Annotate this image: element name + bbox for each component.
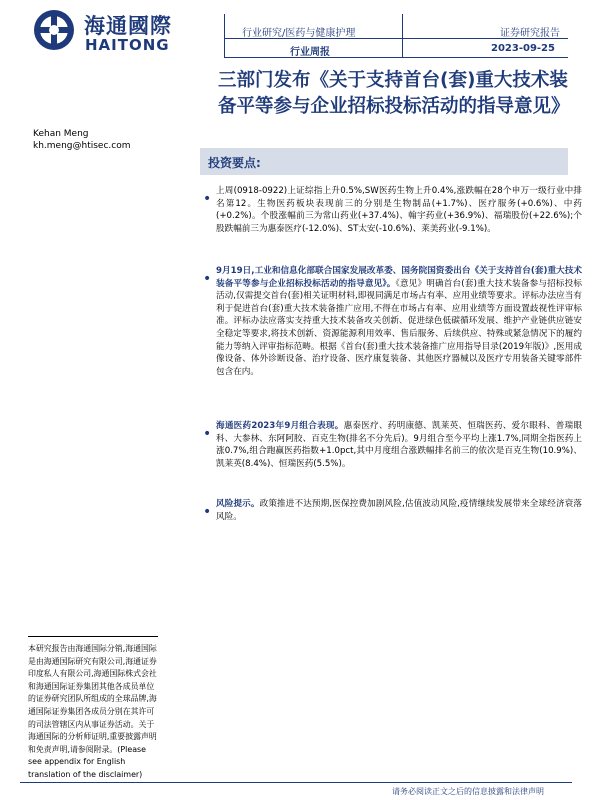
bullet-icon bbox=[203, 423, 213, 433]
paragraph-policy-news bbox=[216, 265, 582, 378]
footer-notice: 请务必阅读正文之后的信息披露和法律声明 bbox=[392, 787, 544, 796]
policy-news-lead: 9月19日,工业和信息化部联合国家发展改革委、国务院国资委出台《关于支持首台(套)重大技术装备平等参与企业招标投标活动的指导意见》。 bbox=[216, 266, 582, 289]
disclaimer-text: 本研究报告由海通国际分销,海通国际是由海通国际研究有限公司,海通证券印度私人有限公司,海通国际株式会社和海通国际证券集团其他各成员单位的证券研究团队所组成的全球品牌,海通国际证券集团各成员分别在其许可的司法管辖区内从事证券活动。关于海通国际的分析师证明,重要披露声明和免责声明,请参阅附录。(Please see appendix for English translation of the disclaimer) bbox=[28, 644, 157, 779]
portfolio-body: 惠泰医疗、药明康德、凯莱英、恒瑞医药、爱尔眼科、普瑞眼科、大参林、东阿阿胶、百克生物(排名不分先后)。9月组合至今平均上涨1.7%,同期全指医药上涨0.7%,组合跑赢医药指数+1.0pct,其中月度组合涨跌幅排名前三的依次是百克生物(10.9%)、凯莱英(8.4%)、恒瑞医药(5.5%)。 bbox=[216, 421, 582, 469]
section-title: 投资要点: bbox=[208, 156, 261, 170]
policy-news-body: 《意见》明确首台(套)重大技术装备参与招标投标活动,仅需提交首台(套)相关证明材料,即视同满足市场占有率、应用业绩等要求。评标办法应当有利于促进首台(套)重大技术装备推广应用,不得在市场占有率、应用业绩等方面设置歧视性评审标准。评标办法应落实支持重大技术装备攻关创新、促进绿色低碳循环发展、维护产业链供应链安全稳定等要求,将技术创新、资源能源利用效率、售后服务、后续供应、特殊或紧急情况下的履约能力等纳入评审指标范畴。根据《首台(套)重大技术装备推广应用指导目录(2019年版)》,医用成像设备、体外诊断设备、治疗设备、医疗康复装备、其他医疗器械以及医疗专用装备关键零部件包含在内。 bbox=[216, 278, 582, 377]
author-email: kh.meng@htisec.com bbox=[33, 141, 131, 151]
bullet-icon bbox=[203, 188, 213, 198]
header-date: 2023-09-25 bbox=[491, 43, 555, 54]
author-block bbox=[33, 128, 131, 152]
portfolio-lead: 海通医药2023年9月组合表现。 bbox=[216, 421, 344, 431]
paragraph-portfolio bbox=[216, 420, 582, 470]
author-name: Kehan Meng bbox=[33, 129, 89, 139]
bullet-icon bbox=[203, 501, 213, 511]
header-report-label: 证券研究报告 bbox=[500, 28, 560, 39]
header-divider-left bbox=[224, 14, 225, 58]
logo-english-name: HAITONG bbox=[85, 36, 170, 54]
bullet-icon bbox=[203, 268, 213, 278]
header-category: 行业研究/医药与健康护理 bbox=[242, 28, 356, 39]
haitong-logo-icon bbox=[32, 8, 76, 52]
header-report-type: 行业周报 bbox=[290, 47, 330, 58]
risk-body: 政策推进不达预期,医保控费加剧风险,估值波动风险,疫情继续发展带来全球经济衰落风险。 bbox=[216, 499, 582, 522]
disclaimer-rule bbox=[28, 636, 158, 637]
paragraph-market-review: 上周(0918-0922)上证综指上升0.5%,SW医药生物上升0.4%,涨跌幅在28个申万一级行业中排名第12。生物医药板块表现前三的分别是生物制品(+1.7%)、医疗服务(+0.6%)、中药(+0.2%)。个股涨幅前三为常山药业(+37.4%)、翰宇药业(+36.9%)、福瑞股份(+22.6%);个股跌幅前三为惠泰医疗(-12.0%)、ST太安(-10.6%)、莱美药业(-9.1%)。 bbox=[216, 186, 582, 234]
report-title: 三部门发布《关于支持首台(套)重大技术装备平等参与企业招标投标活动的指导意见》 bbox=[218, 70, 570, 117]
paragraph-risk bbox=[216, 498, 582, 523]
haitong-logo bbox=[32, 8, 192, 52]
risk-lead: 风险提示。 bbox=[216, 499, 260, 509]
logo-chinese-name: 海通國際 bbox=[84, 14, 172, 38]
footer-rule bbox=[20, 782, 572, 783]
header-rule-bottom bbox=[224, 57, 568, 58]
header-divider-right bbox=[402, 14, 403, 58]
